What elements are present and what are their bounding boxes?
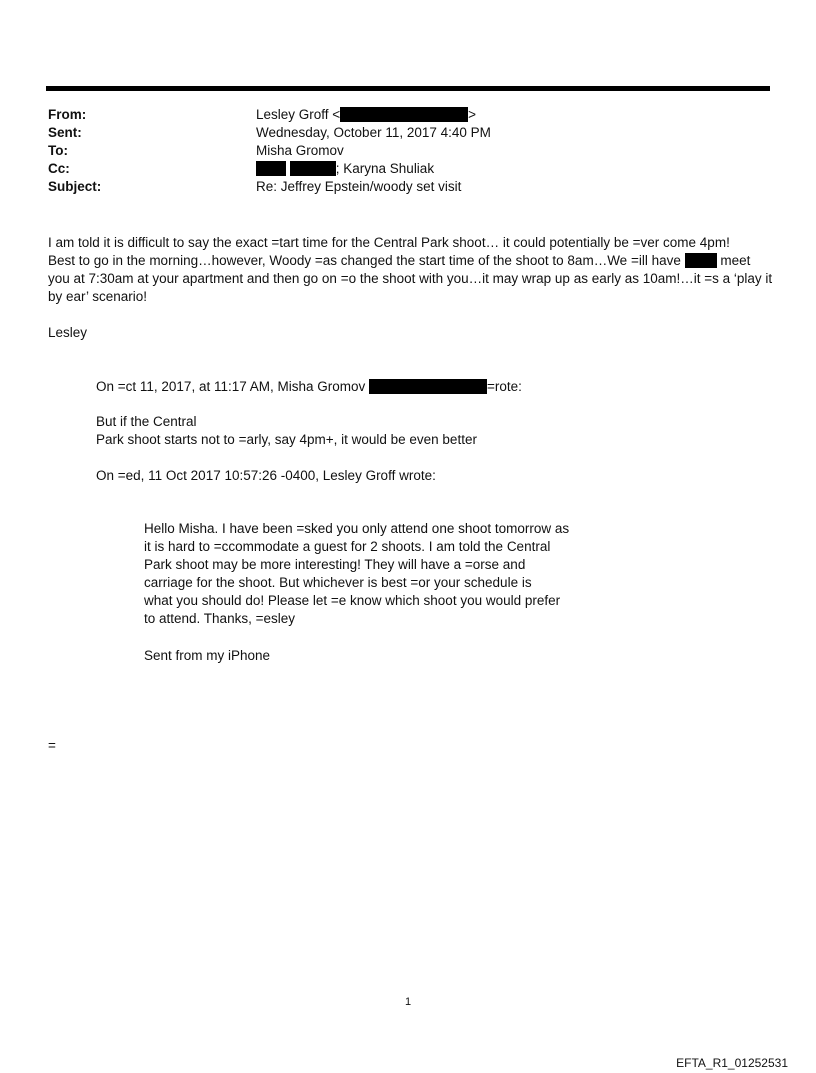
page-number: 1 <box>404 996 412 1008</box>
redaction-block <box>685 253 717 268</box>
nested-quote-line: to attend. Thanks, =esley <box>144 611 295 626</box>
sent-from-line: Sent from my iPhone <box>144 648 271 663</box>
cc-row <box>48 160 770 178</box>
quote-line: Park shoot starts not to =arly, say 4pm+, it would be even better <box>96 432 477 447</box>
subject-row <box>48 178 770 196</box>
sent-value: Wednesday, October 11, 2017 4:40 PM <box>256 125 491 140</box>
redaction-block <box>369 379 487 394</box>
from-row <box>48 106 770 124</box>
from-label: From: <box>48 107 87 122</box>
quote-intro-tail: =rote: <box>487 379 522 394</box>
to-value: Misha Gromov <box>256 143 344 158</box>
body-line-part: meet <box>720 253 751 268</box>
nested-quote-line: what you should do! Please let =e know which shoot you would prefer <box>144 593 561 608</box>
redaction-block <box>290 161 336 176</box>
nested-quote-line: Park shoot may be more interesting! They will have a =orse and <box>144 557 526 572</box>
nested-quote-line: it is hard to =ccommodate a guest for 2 shoots. I am told the Central <box>144 539 551 554</box>
redaction-block <box>340 107 468 122</box>
body-line <box>48 252 776 270</box>
cc-names: ; Karyna Shuliak <box>335 161 435 176</box>
quoted-reply <box>96 413 716 449</box>
body-line: by ear’ scenario! <box>48 289 148 304</box>
quote-intro-2: On =ed, 11 Oct 2017 10:57:26 -0400, Lesley Groff wrote: <box>96 468 436 483</box>
cc-value <box>256 160 434 178</box>
quote-line: But if the Central <box>96 414 197 429</box>
sent-label: Sent: <box>48 125 82 140</box>
trailing-char: = <box>48 738 56 753</box>
body-line: I am told it is difficult to say the exact =tart time for the Central Park shoot… it could potentially be =ver come 4pm! <box>48 235 730 250</box>
nested-quote-line: carriage for the shoot. But whichever is best =or your schedule is <box>144 575 532 590</box>
from-close: > <box>468 107 477 122</box>
body-line: you at 7:30am at your apartment and then go on =o the shoot with you…it may wrap up as early as 10am!…it =s a ‘play it <box>48 271 773 286</box>
from-name: Lesley Groff < <box>256 107 341 122</box>
nested-quote <box>144 520 584 628</box>
quoted-message <box>96 378 716 396</box>
subject-value: Re: Jeffrey Epstein/woody set visit <box>256 179 462 194</box>
header-rule <box>46 86 770 91</box>
from-value <box>256 106 476 124</box>
nested-quote-line: Hello Misha. I have been =sked you only attend one shoot tomorrow as <box>144 521 570 536</box>
document-id: EFTA_R1_01252531 <box>676 1056 788 1070</box>
quote-intro-text: On =ct 11, 2017, at 11:17 AM, Misha Gromov <box>96 379 366 394</box>
email-header <box>48 106 770 196</box>
redaction-block <box>256 161 286 176</box>
body-line-part: Best to go in the morning…however, Woody =as changed the start time of the shoot to 8am…We =ill have <box>48 253 681 268</box>
sent-row <box>48 124 770 142</box>
signoff: Lesley <box>48 325 88 340</box>
quote-intro <box>96 378 716 396</box>
to-label: To: <box>48 143 68 158</box>
subject-label: Subject: <box>48 179 102 194</box>
cc-label: Cc: <box>48 161 70 176</box>
to-row <box>48 142 770 160</box>
email-body <box>48 234 776 306</box>
